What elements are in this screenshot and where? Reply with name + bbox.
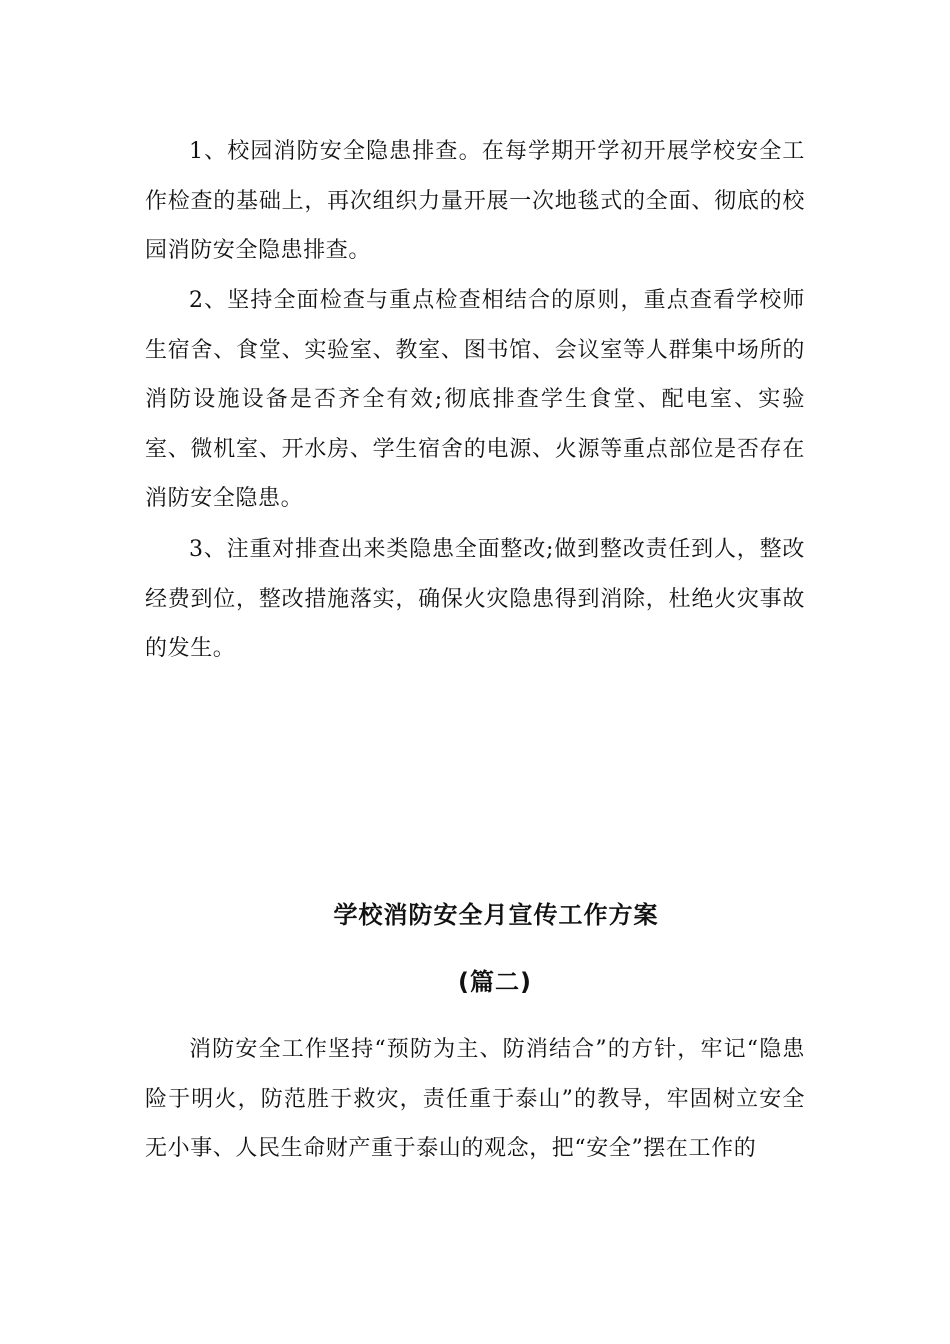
document-subtitle: (篇二): [458, 968, 532, 996]
paragraph-rectification: 3、注重对排查出来类隐患全面整改;做到整改责任到人，整改经费到位，整改措施落实，确保火灾隐患得到消除，杜绝火灾事故的发生。: [145, 537, 805, 661]
paragraph-intro: 消防安全工作坚持“预防为主、防消结合”的方针，牢记“隐患险于明火，防范胜于救灾，责任重于泰山”的教导，牢固树立安全无小事、人民生命财产重于泰山的观念，把“安全”摆在工作的: [145, 1037, 805, 1161]
paragraph-hazard-inspection: 1、校园消防安全隐患排查。在每学期开学初开展学校安全工作检查的基础上，再次组织力量开展一次地毯式的全面、彻底的校园消防安全隐患排查。: [145, 139, 805, 263]
paragraph-key-inspection: 2、坚持全面检查与重点检查相结合的原则，重点查看学校师生宿舍、食堂、实验室、教室、图书馆、会议室等人群集中场所的消防设施设备是否齐全有效;彻底排查学生食堂、配电室、实验室、微机室、开水房、学生宿舍的电源、火源等重点部位是否存在消防安全隐患。: [145, 288, 805, 511]
document-title: 学校消防安全月宣传工作方案: [333, 901, 659, 929]
